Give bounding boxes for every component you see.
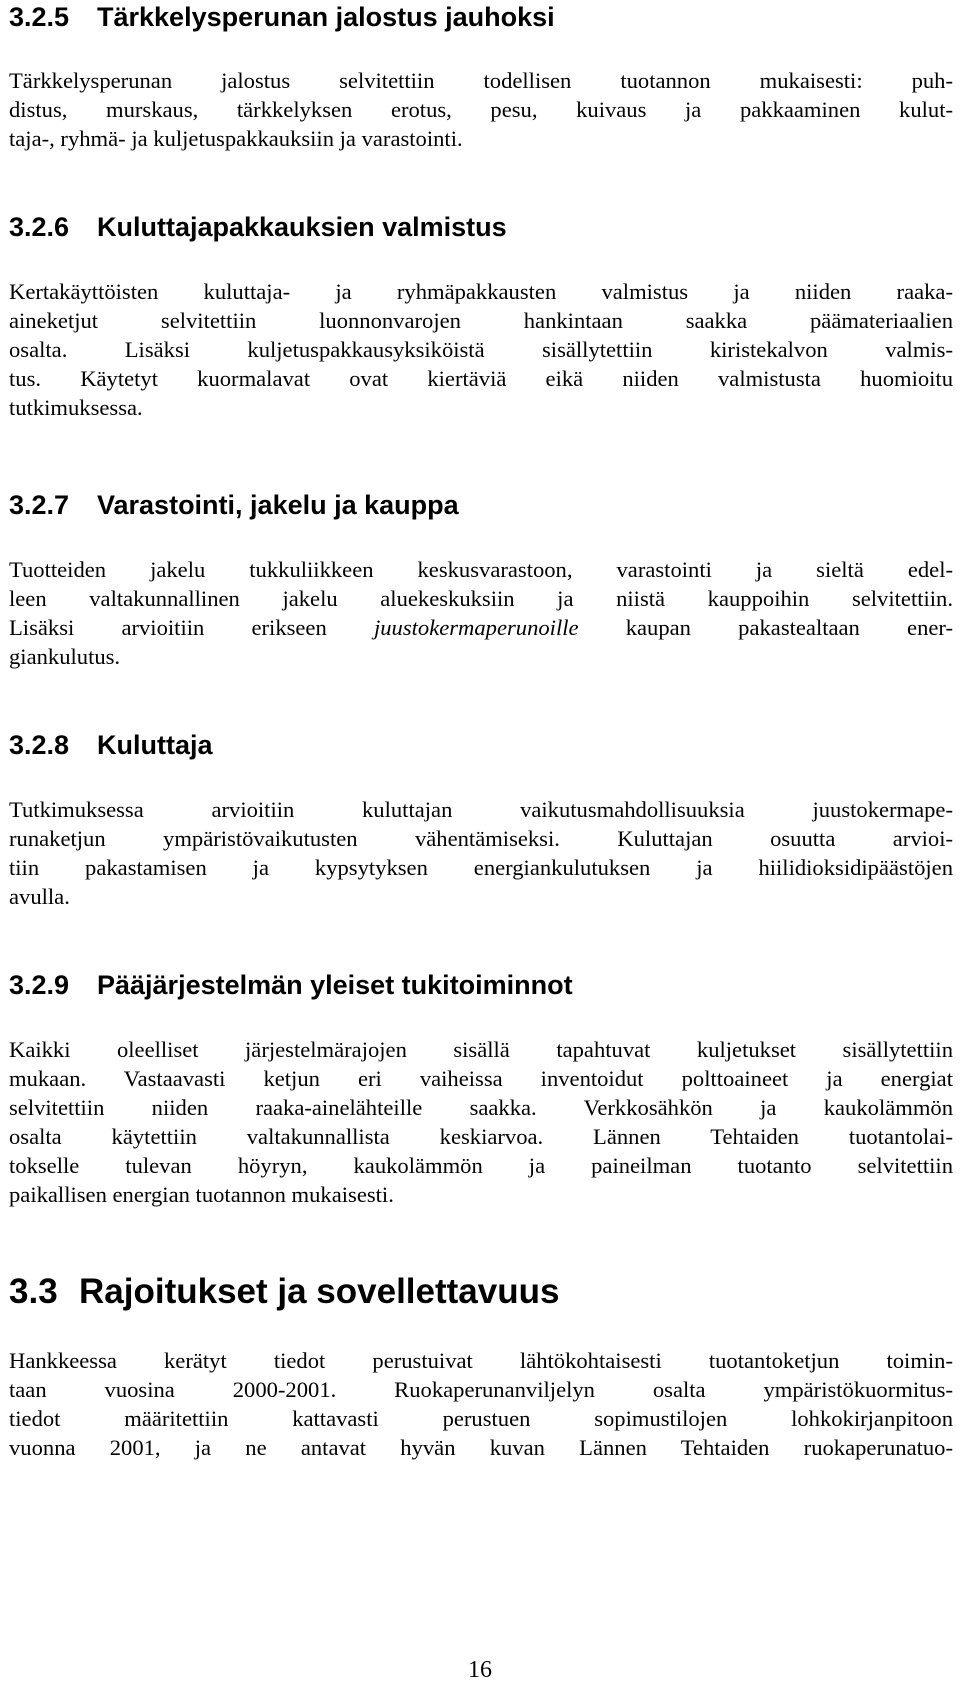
text-line: taan vuosina 2000-2001. Ruokaperunanviljelyn osalta ympäristökuormitus- [9,1377,953,1402]
section-number: 3.2.5 [9,2,70,32]
text-line: vuonna 2001, ja ne antavat hyvän kuvan Lännen Tehtaiden ruokaperunatuo- [9,1435,953,1460]
text-line: mukaan. Vastaavasti ketjun eri vaiheissa inventoidut polttoaineet ja energiat [9,1066,953,1091]
text-line: tiedot määritettiin kattavasti perustuen sopimustilojen lohkokirjanpitoon [9,1406,953,1431]
section-title: Kuluttajapakkauksien valmistus [97,212,507,242]
page-number: 16 [468,1657,492,1683]
text-line: giankulutus. [9,644,121,669]
section-title: Varastointi, jakelu ja kauppa [97,490,459,520]
section-heading [9,488,953,522]
section-title: Tärkkelysperunan jalostus jauhoksi [97,2,555,32]
text-line: distus, murskaus, tärkkelyksen erotus, pesu, kuivaus ja pakkaaminen kulut- [9,97,953,122]
paragraph [9,277,953,422]
text-line: Lisäksi arvioitiin erikseen juustokermaperunoille kaupan pakastealtaan ener- [9,615,953,640]
paragraph [9,1346,953,1462]
text-line: tus. Käytetyt kuormalavat ovat kiertäviä eikä niiden valmistusta huomioitu [9,366,953,391]
section-heading [9,1271,953,1313]
section-heading [9,210,953,244]
paragraph [9,555,953,671]
text-line: tiin pakastamisen ja kypsytyksen energiankulutuksen ja hiilidioksidipäästöjen [9,855,953,880]
italic-term: juustokermaperunoille [373,615,579,640]
text-line: Kertakäyttöisten kuluttaja- ja ryhmäpakkausten valmistus ja niiden raaka- [9,279,953,304]
paragraph [9,66,953,153]
text-line: osalta käytettiin valtakunnallista keskiarvoa. Lännen Tehtaiden tuotantolai- [9,1124,953,1149]
section-3-2-8 [9,728,953,911]
section-number: 3.2.7 [9,490,70,520]
section-3-2-9 [9,968,953,1209]
section-number: 3.3 [9,1272,58,1311]
text-line: avulla. [9,884,70,909]
paragraph [9,795,953,911]
section-heading [9,728,953,762]
text-line: Tutkimuksessa arvioitiin kuluttajan vaikutusmahdollisuuksia juustokermape- [9,797,953,822]
section-number: 3.2.8 [9,730,70,760]
text-line: selvitettiin niiden raaka-ainelähteille saakka. Verkkosähkön ja kaukolämmön [9,1095,953,1120]
section-3-2-5 [9,0,953,153]
text-line: Tärkkelysperunan jalostus selvitettiin todellisen tuotannon mukaisesti: puh- [9,68,953,93]
section-number: 3.2.6 [9,212,70,242]
text-line: paikallisen energian tuotannon mukaisesti. [9,1182,394,1207]
section-heading [9,0,953,34]
section-3-2-7 [9,488,953,671]
section-title: Pääjärjestelmän yleiset tukitoiminnot [97,970,573,1000]
text-line: taja-, ryhmä- ja kuljetuspakkauksiin ja varastointi. [9,126,463,151]
section-3-2-6 [9,210,953,422]
text-line: aineketjut selvitettiin luonnonvarojen hankintaan saakka päämateriaalien [9,308,953,333]
paragraph [9,1035,953,1209]
text-line: Tuotteiden jakelu tukkuliikkeen keskusvarastoon, varastointi ja sieltä edel- [9,557,953,582]
text-line: tokselle tulevan höyryn, kaukolämmön ja paineilman tuotanto selvitettiin [9,1153,953,1178]
section-title: Rajoitukset ja sovellettavuus [79,1272,560,1311]
text-line: leen valtakunnallinen jakelu aluekeskuksiin ja niistä kauppoihin selvitettiin. [9,586,953,611]
text-line: Kaikki oleelliset järjestelmärajojen sisällä tapahtuvat kuljetukset sisällytettiin [9,1037,953,1062]
text-line: tutkimuksessa. [9,395,143,420]
section-title: Kuluttaja [97,730,213,760]
text-line: osalta. Lisäksi kuljetuspakkausyksiköistä sisällytettiin kiristekalvon valmis- [9,337,953,362]
section-number: 3.2.9 [9,970,70,1000]
text-line: Hankkeessa kerätyt tiedot perustuivat lähtökohtaisesti tuotantoketjun toimin- [9,1348,953,1373]
section-3-3 [9,1271,953,1462]
text-line: runaketjun ympäristövaikutusten vähentämiseksi. Kuluttajan osuutta arvioi- [9,826,953,851]
section-heading [9,968,953,1002]
